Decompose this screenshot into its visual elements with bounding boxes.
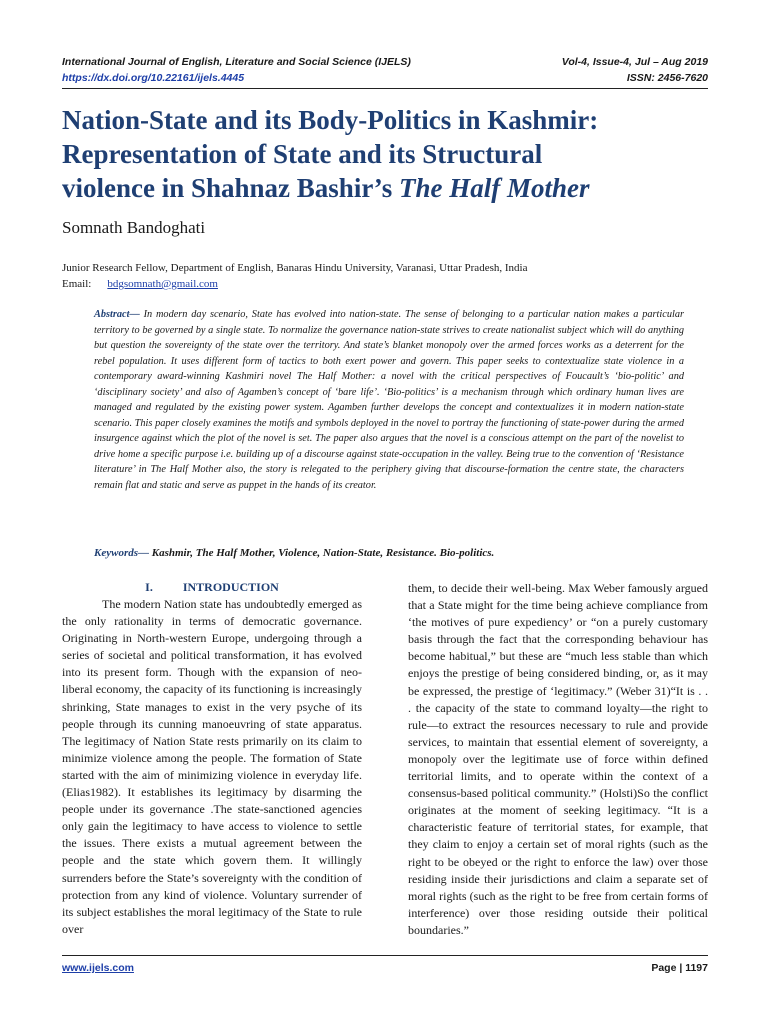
email-link[interactable]: bdgsomnath@gmail.com — [107, 278, 218, 290]
journal-header — [62, 56, 708, 70]
abstract-label: Abstract— — [94, 309, 140, 320]
keywords-label: Keywords— — [94, 547, 149, 559]
author-name: Somnath Bandoghati — [62, 218, 206, 237]
title-line-3-prefix: violence in Shahnaz Bashir’s — [62, 173, 400, 203]
email-line — [62, 278, 218, 290]
footer-rule — [62, 955, 708, 956]
keywords — [94, 547, 694, 559]
issn: ISSN: 2456-7620 — [626, 72, 708, 84]
abstract-text: In modern day scenario, State has evolved into nation-state. The sense of belonging to a particular nation makes a particular territory to be governed by a single state. To normalize the governance nation-state strives to create nationalist subject which will do anything but question the sovereignty of the state over the territory. And state’s blanket monopoly over the armed forces works as a deterrent for the rebel population. It uses different form of tactics to both exert power and govern. This paper seeks to contextualize state violence in a contemporary award-winning Kashmiri novel The Half Mother: a novel with the critical perspectives of Foucault’s ‘bio-politic’ and ‘disciplinary society’ and also of Agamben’s concept of ‘bare life’. ‘Bio-politics’ is a mechanism through which ordinary human lives are managed and regulated by the existing power system. Agamben further develops the concept and contextualizes it in modern nation-state scenario. This paper closely examines the motifs and symbols deployed in the novel to portray the functioning of state-power during the armed insurgence against which the plot of the novel is set. The paper also argues that the novel is a conscious attempt on the part of the novelist to drive home a specific purpose i.e. building up of a discourse against state-occupation in the valley. Being true to the convention of ‘Resistance literature’ in The Half Mother also, the story is relegated to the periphery giving that discourse-formation the centre state, the characters remain flat and static and serve as puppet in the hands of its creator. — [94, 309, 684, 492]
title-line-1: Nation-State and its Body-Politics in Kashmir: — [62, 105, 599, 135]
volume-info: Vol-4, Issue-4, Jul – Aug 2019 — [561, 56, 708, 68]
keywords-text: Kashmir, The Half Mother, Violence, Nation-State, Resistance. Bio-politics. — [149, 547, 495, 559]
affiliation: Junior Research Fellow, Department of English, Banaras Hindu University, Varanasi, Uttar Pradesh, India — [62, 262, 528, 274]
doi-header — [62, 72, 708, 86]
section-heading: I. INTRODUCTION — [145, 580, 279, 594]
paper-title — [62, 103, 722, 205]
page-number: Page | 1197 — [651, 962, 708, 974]
abstract — [94, 307, 684, 494]
title-line-3 — [62, 171, 722, 205]
body-column-left: The modern Nation state has undoubtedly emerged as the only rationality in terms of democratic governance. Originating in North-western Europe, undergoing through a series of societal and political transformation, it has evolved into its present form. Though with the expansion of neo-liberal economy, the capacity of its functioning is increasingly shrinking, State manages to exist in the very psyche of its people through its cunning manoeuvring of state apparatus. The legitimacy of Nation State rests primarily on its claim to minimize violence among the people. The formation of State started with the aim of minimizing violence in everyday life. (Elias1982). It establishes its legitimacy by disarming the people under its governance .The state-sanctioned agencies only gain the legitimacy to have access to violence to settle the issues. There exists a mutual agreement between the people and the state which govern them. It willingly surrenders before the State’s sovereignty with the condition of protection from any kind of violence. Voluntary surrender of its subject establishes the moral legitimacy of the State to rule over — [62, 597, 362, 936]
doi-link[interactable]: https://dx.doi.org/10.22161/ijels.4445 — [62, 72, 245, 84]
footer-website-link[interactable]: www.ijels.com — [62, 962, 134, 974]
title-book-name: The Half Mother — [399, 173, 590, 203]
journal-name: International Journal of English, Literature and Social Science (IJELS) — [62, 56, 411, 68]
body-column-right: them, to decide their well-being. Max Weber famously argued that a State might for the time being achieve compliance from ‘the motives of pure expediency’ or “on a purely customary basis through the fact that the corresponding behaviour has become habitual,” but these are “much less stable than which enjoys the prestige of being considered binding, or, as it may be expressed, the prestige of ‘legitimacy.” (Weber 31)“It is . . . the capacity of the state to command loyalty—the right to rule—to extract the resources necessary to rule and provide services, to maintain that essential element of sovereignty, a monopoly over the legitimate use of force within defined territorial limits, and to operate within the context of a consensus-based political community.” (Holsti)So the conflict originates at the moment of seeking legitimacy. “It is a characteristic feature of territorial states, for example, that they claim to enjoy a certain set of moral rights (such as the right to be obeyed or the right to enforce the law) over those residing inside their jurisdictions and claim a separate set of moral rights (such as the right to be free from certain forms of interference) over those residing outside their political boundaries.” — [408, 581, 708, 937]
email-label: Email: — [62, 278, 92, 290]
title-line-2: Representation of State and its Structural — [62, 139, 543, 169]
header-rule — [62, 88, 708, 89]
